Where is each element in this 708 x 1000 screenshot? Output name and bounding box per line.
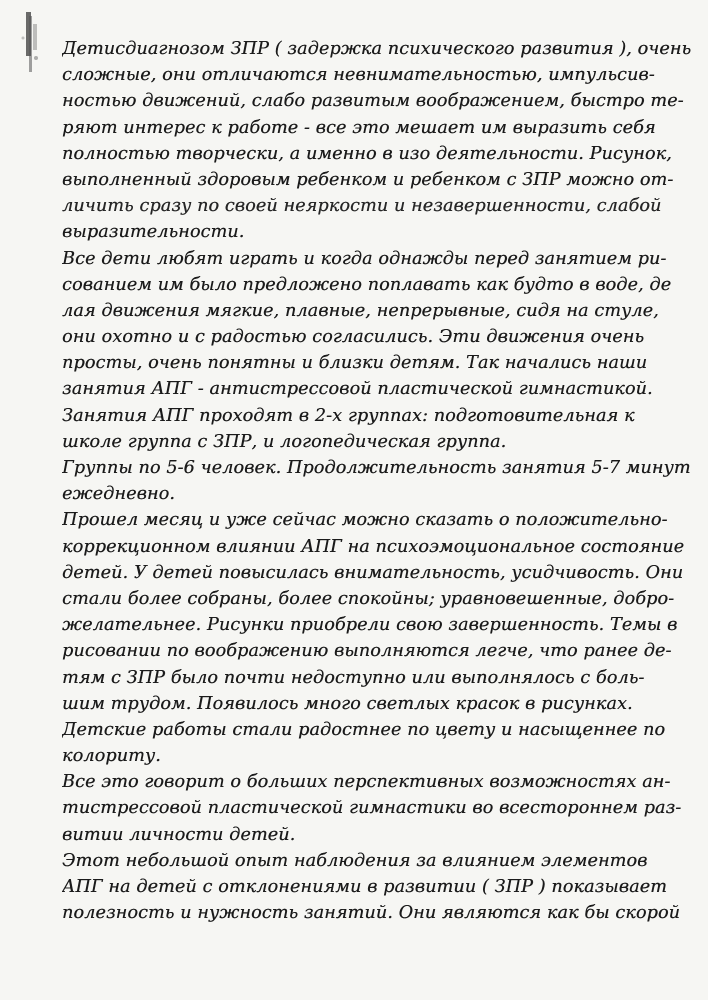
text-line: школе группа с ЗПР, и логопедическая группа.: [62, 431, 507, 452]
text-line: выразительности.: [62, 222, 245, 243]
text-line: тям с ЗПР было почти недоступно или выполнялось с боль-: [62, 667, 645, 688]
text-line: стали более собраны, более спокойны; уравновешенные, добро-: [62, 588, 675, 609]
text-line: АПГ на детей с отклонениями в развитии ( ЗПР ) показывает: [62, 877, 667, 897]
text-line: личить сразу по своей неяркости и незавершенности, слабой: [62, 196, 662, 217]
text-line: они охотно и с радостью согласились. Эти движения очень: [62, 327, 645, 348]
text-line: полезность и нужность занятий. Они являются как бы скорой: [62, 903, 681, 924]
text-line: коррекционном влиянии АПГ на психоэмоциональное состояние: [62, 536, 685, 557]
text-line: Группы по 5-6 человек. Продолжительность занятия 5-7 минут: [62, 458, 691, 478]
text-line: лая движения мягкие, плавные, непрерывные, сидя на стуле,: [62, 300, 659, 321]
scan-artifact-mark: [14, 8, 48, 78]
text-line: ряют интерес к работе - все это мешает им выразить себя: [62, 117, 656, 138]
text-line: сложные, они отличаются невнимательностью, импульсив-: [62, 65, 655, 86]
text-line: шим трудом. Появилось много светлых красок в рисунках.: [62, 693, 633, 714]
text-line: Прошел месяц и уже сейчас можно сказать о положительно-: [62, 510, 668, 531]
text-line: просты, очень понятны и близки детям. Так начались наши: [62, 353, 648, 374]
text-line: сованием им было предложено поплавать как будто в воде, де: [62, 274, 672, 295]
text-line: витии личности детей.: [62, 824, 296, 845]
text-line: Занятия АПГ проходят в 2-х группах: подготовительная к: [62, 405, 635, 426]
text-line: выполненный здоровым ребенком и ребенком с ЗПР можно от-: [62, 169, 674, 190]
text-line: Все это говорит о больших перспективных возможностях ан-: [62, 772, 671, 793]
text-line: Детские работы стали радостнее по цвету и насыщеннее по: [62, 719, 666, 740]
text-line: Все дети любят играть и когда однажды перед занятием ри-: [62, 248, 667, 269]
text-line: ежедневно.: [62, 484, 175, 505]
text-line: ностью движений, слабо развитым воображением, быстро те-: [62, 91, 684, 112]
text-line: желательнее. Рисунки приобрели свою завершенность. Темы в: [62, 615, 678, 636]
text-line: колориту.: [62, 746, 161, 767]
text-line: полностью творчески, а именно в изо деятельности. Рисунок,: [62, 143, 672, 164]
text-line: рисовании по воображению выполняются легче, что ранее де-: [62, 641, 672, 662]
text-line: Детисдиагнозом ЗПР ( задержка психического развития ), очень: [62, 39, 692, 59]
text-line: Этот небольшой опыт наблюдения за влиянием элементов: [62, 850, 648, 871]
text-line: детей. У детей повысилась внимательность, усидчивость. Они: [62, 562, 684, 583]
text-line: занятия АПГ - антистрессовой пластической гимнастикой.: [62, 379, 653, 400]
document-text: [62, 36, 708, 926]
text-line: тистрессовой пластической гимнастики во всестороннем раз-: [62, 798, 682, 819]
